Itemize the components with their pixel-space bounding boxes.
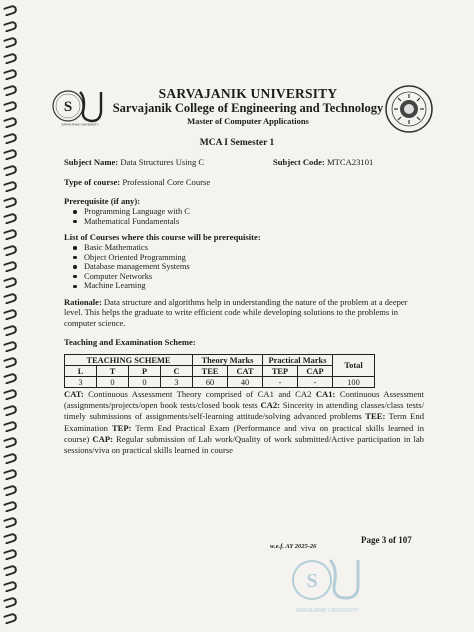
spiral-ring [2, 228, 18, 241]
spiral-ring [2, 116, 18, 129]
list-item: Machine Learning [70, 281, 190, 291]
course-type-label: Type of course: [64, 177, 121, 187]
spiral-ring [2, 548, 18, 561]
spiral-ring [2, 308, 18, 321]
spiral-ring [2, 36, 18, 49]
spiral-ring [2, 212, 18, 225]
list-item: Mathematical Fundamentals [70, 217, 190, 227]
spiral-ring [2, 596, 18, 609]
teaching-scheme-header: TEACHING SCHEME [65, 355, 193, 366]
subject-code-label: Subject Code: [273, 157, 325, 167]
university-logo [50, 88, 112, 126]
col-header: TEE [193, 366, 228, 377]
prerequisite-list [70, 207, 190, 226]
table-cell: 100 [333, 377, 375, 388]
university-logo-caption: SARVAJANIK UNIVERSITY [61, 122, 99, 126]
spiral-ring [2, 468, 18, 481]
abbr-text: Term End Examination [64, 411, 424, 433]
courses-list-heading: List of Courses where this course will be prerequisite: [64, 232, 261, 242]
course-type-line [64, 177, 210, 188]
spiral-ring [2, 324, 18, 337]
abbr-text: Continuous Assessment (assignments/projects/open book tests/closed book tests [64, 389, 424, 411]
spiral-ring [2, 260, 18, 273]
spiral-ring [2, 580, 18, 593]
spiral-ring [2, 404, 18, 417]
prerequisite-heading: Prerequisite (if any): [64, 196, 141, 206]
list-item: Computer Networks [70, 272, 190, 282]
list-item: Object Oriented Programming [70, 253, 190, 263]
list-item: Programming Language with C [70, 207, 190, 217]
spiral-ring [2, 612, 18, 625]
spiral-ring [2, 532, 18, 545]
spiral-ring [2, 500, 18, 513]
spiral-ring [2, 484, 18, 497]
spiral-ring [2, 564, 18, 577]
table-cell: 60 [193, 377, 228, 388]
spiral-ring [2, 164, 18, 177]
spiral-ring [2, 100, 18, 113]
spiral-ring [2, 148, 18, 161]
spiral-ring [2, 52, 18, 65]
rationale-text: Data structure and algorithms help in understanding the nature of the problem at a deeper level. This helps the graduate to write efficient code while developing solutions to the problems in computer science. [64, 297, 408, 328]
abbreviations-paragraph [64, 389, 424, 456]
effective-from: w.e.f. AY 2025-26 [270, 543, 317, 550]
abbr-text: Regular submission of Lab work/Quality of work submitted/Active participation in lab sessions/viva on practical skills learned in course [64, 433, 424, 456]
spiral-ring [2, 452, 18, 465]
abbr-term: TEP: [111, 422, 132, 433]
list-item: Basic Mathematics [70, 243, 190, 253]
table-cell: 40 [228, 377, 263, 388]
spiral-ring [2, 292, 18, 305]
spiral-ring [2, 180, 18, 193]
col-header: TEP [263, 366, 298, 377]
spiral-ring [2, 516, 18, 529]
college-name: Sarvajanik College of Engineering and Technology [112, 101, 384, 115]
spiral-ring [2, 68, 18, 81]
spiral-ring [2, 196, 18, 209]
page-number: Page 3 of 107 [361, 535, 412, 545]
subject-code-value: MTCA23101 [326, 157, 374, 167]
table-cell: - [263, 377, 298, 388]
table-cell: 0 [97, 377, 129, 388]
col-header: T [97, 366, 129, 377]
svg-text:S: S [63, 99, 73, 115]
abbr-term: TEE: [365, 411, 386, 422]
course-type-value: Professional Core Course [122, 177, 211, 187]
col-header: P [129, 366, 161, 377]
abbr-term: CAT: [64, 389, 84, 399]
subject-code-line [273, 157, 373, 168]
table-cell: 3 [161, 377, 193, 388]
spiral-ring [2, 4, 18, 17]
scheme-heading: Teaching and Examination Scheme: [64, 337, 196, 347]
scheme-table [64, 354, 375, 388]
list-item: Database management Systems [70, 262, 190, 272]
table-row [65, 377, 375, 388]
abbr-term: CAP: [92, 433, 113, 444]
spiral-ring [2, 372, 18, 385]
col-header: C [161, 366, 193, 377]
table-cell: 0 [129, 377, 161, 388]
abbr-term: CA2: [260, 400, 281, 411]
university-watermark-logo [286, 552, 368, 616]
college-seal [384, 84, 434, 134]
table-cell: 3 [65, 377, 97, 388]
watermark-caption: SARVAJANIK UNIVERSITY [295, 608, 359, 614]
abbr-text: Term End Practical Exam (Performance and viva on practical skills learned in course) [64, 422, 425, 444]
col-header: CAT [228, 366, 263, 377]
courses-list [70, 243, 190, 291]
spiral-ring [2, 340, 18, 353]
semester-title: MCA I Semester 1 [199, 138, 275, 148]
spiral-ring [2, 84, 18, 97]
table-cell: - [298, 377, 333, 388]
table-row [65, 355, 375, 366]
table-row [65, 366, 375, 377]
total-header: Total [333, 355, 375, 377]
university-name: SARVAJANIK UNIVERSITY [158, 86, 338, 101]
subject-name-line [64, 157, 204, 168]
abbr-text: Continuous Assessment Theory comprised of CA1 and CA2 [83, 389, 316, 399]
svg-text:S: S [306, 570, 318, 592]
subject-name-label: Subject Name: [64, 157, 119, 167]
col-header: CAP [298, 366, 333, 377]
spiral-ring [2, 420, 18, 433]
col-header: L [65, 366, 97, 377]
rationale-label: Rationale: [64, 297, 102, 307]
department-name: Master of Computer Applications [187, 116, 309, 126]
spiral-ring [2, 244, 18, 257]
abbr-text: Sincerity in attending classes/class tests/ timely submissions of assignments/self-learning attitude/solving advanced problems [64, 400, 424, 422]
rationale-paragraph [64, 297, 422, 328]
spiral-ring [2, 356, 18, 369]
spiral-ring [2, 388, 18, 401]
spiral-binding [0, 0, 26, 632]
practical-marks-header: Practical Marks [263, 355, 333, 366]
spiral-ring [2, 276, 18, 289]
subject-name-value: Data Structures Using C [120, 157, 205, 167]
spiral-ring [2, 20, 18, 33]
spiral-ring [2, 436, 18, 449]
theory-marks-header: Theory Marks [193, 355, 263, 366]
abbr-term: CA1: [315, 389, 336, 399]
